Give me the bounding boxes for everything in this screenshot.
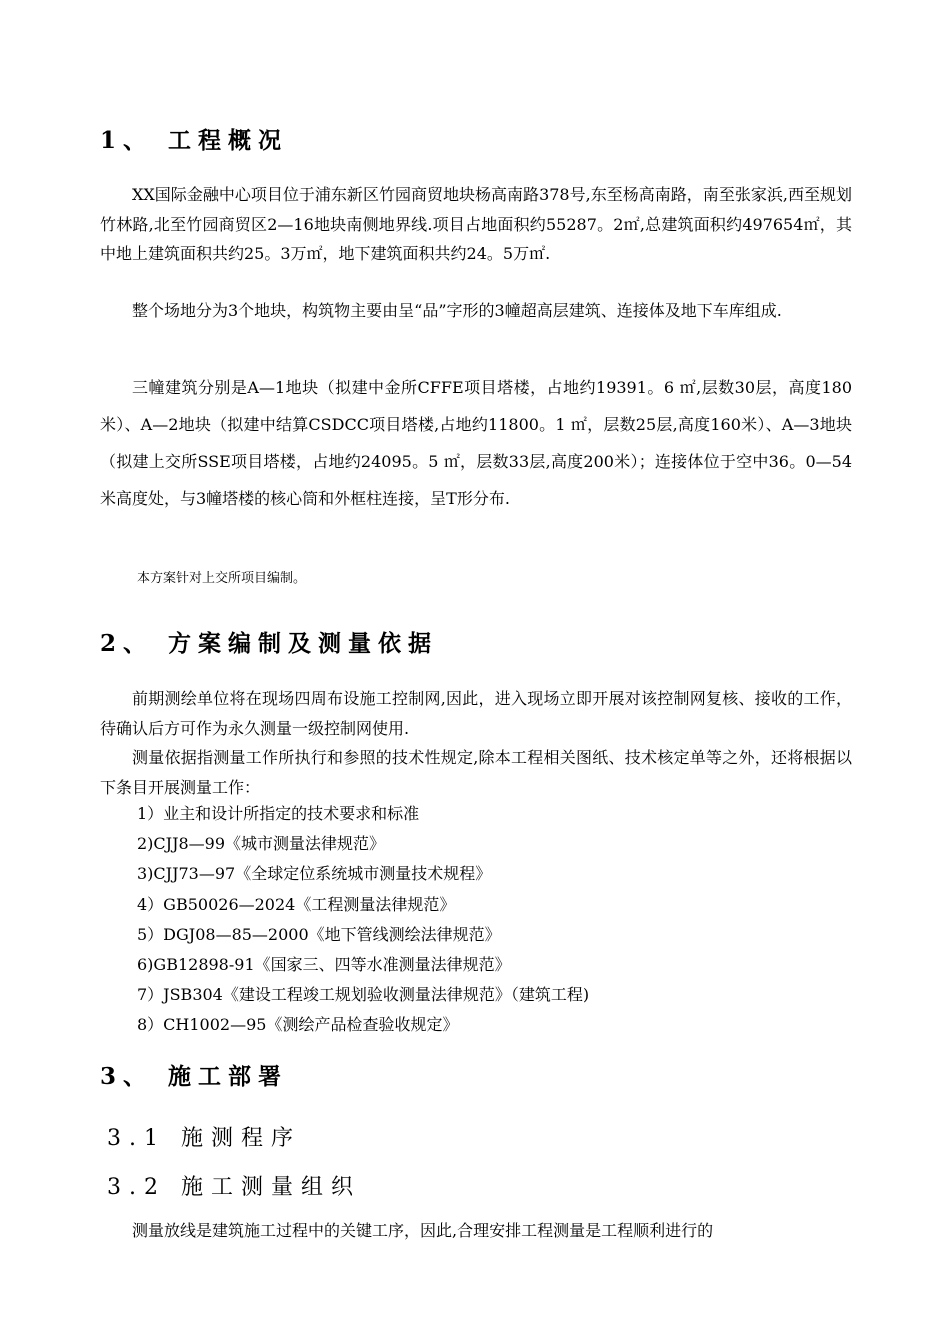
section-1-paragraph-1: XX国际金融中心项目位于浦东新区竹园商贸地块杨高南路378号,东至杨高南路，南至张家浜,西至规划竹林路,北至竹园商贸区2—16地块南侧地界线.项目占地面积约55287。2㎡,总建筑面积约497654㎡，其中地上建筑面积共约25。3万㎡，地下建筑面积共约24。5万㎡. — [100, 185, 852, 263]
measurement-basis-list — [137, 799, 589, 1041]
subsection-3-2-heading: 3.2 施工测量组织 — [107, 1175, 361, 1200]
section-2-paragraph-2: 测量依据指测量工作所执行和参照的技术性规定,除本工程相关图纸、技术核定单等之外，还将根据以下条目开展测量工作： — [100, 748, 852, 797]
list-item: 8）CH1002—95《测绘产品检查验收规定》 — [137, 1015, 459, 1035]
section-3-heading: 3、 施工部署 — [100, 1063, 289, 1090]
subsection-3-1-heading: 3.1 施测程序 — [107, 1126, 301, 1151]
list-item: 6)GB12898-91《国家三、四等水准测量法律规范》 — [137, 954, 511, 974]
section-2-paragraph-1: 前期测绘单位将在现场四周布设施工控制网,因此，进入现场立即开展对该控制网复核、接收的工作，待确认后方可作为永久测量一级控制网使用. — [100, 689, 852, 738]
list-item: 2)CJJ8—99《城市测量法律规范》 — [137, 834, 386, 854]
list-item: 3)CJJ73—97《全球定位系统城市测量技术规程》 — [137, 864, 492, 884]
section-1-heading: 1、 工程概况 — [100, 127, 289, 154]
subsection-3-2-paragraph-1: 测量放线是建筑施工过程中的关键工序，因此,合理安排工程测量是工程顺利进行的 — [132, 1221, 714, 1240]
list-item: 5）DGJ08—85—2000《地下管线测绘法律规范》 — [137, 924, 501, 944]
list-item: 7）JSB304《建设工程竣工规划验收测量法律规范》（建筑工程) — [137, 985, 590, 1005]
list-item: 1）业主和设计所指定的技术要求和标准 — [137, 804, 420, 823]
section-2-heading: 2、 方案编制及测量依据 — [100, 630, 439, 657]
list-item: 4）GB50026—2024《工程测量法律规范》 — [137, 894, 456, 914]
section-1-paragraph-3: 三幢建筑分别是A—1地块（拟建中金所CFFE项目塔楼，占地约19391。6 ㎡,层数30层，高度180米）、A—2地块（拟建中结算CSDCC项目塔楼,占地约11800。1 ㎡，层数25层,高度160米）、A—3地块（拟建上交所SSE项目塔楼，占地约24095。5 ㎡，层数33层,高度200米）；连接体位于空中36。0—54米高度处，与3幢塔楼的核心筒和外框柱连接，呈T形分布. — [100, 378, 852, 508]
section-1-paragraph-2: 整个场地分为3个地块，构筑物主要由呈“品”字形的3幢超高层建筑、连接体及地下车库组成. — [132, 301, 782, 320]
section-1-note: 本方案针对上交所项目编制。 — [137, 571, 307, 586]
